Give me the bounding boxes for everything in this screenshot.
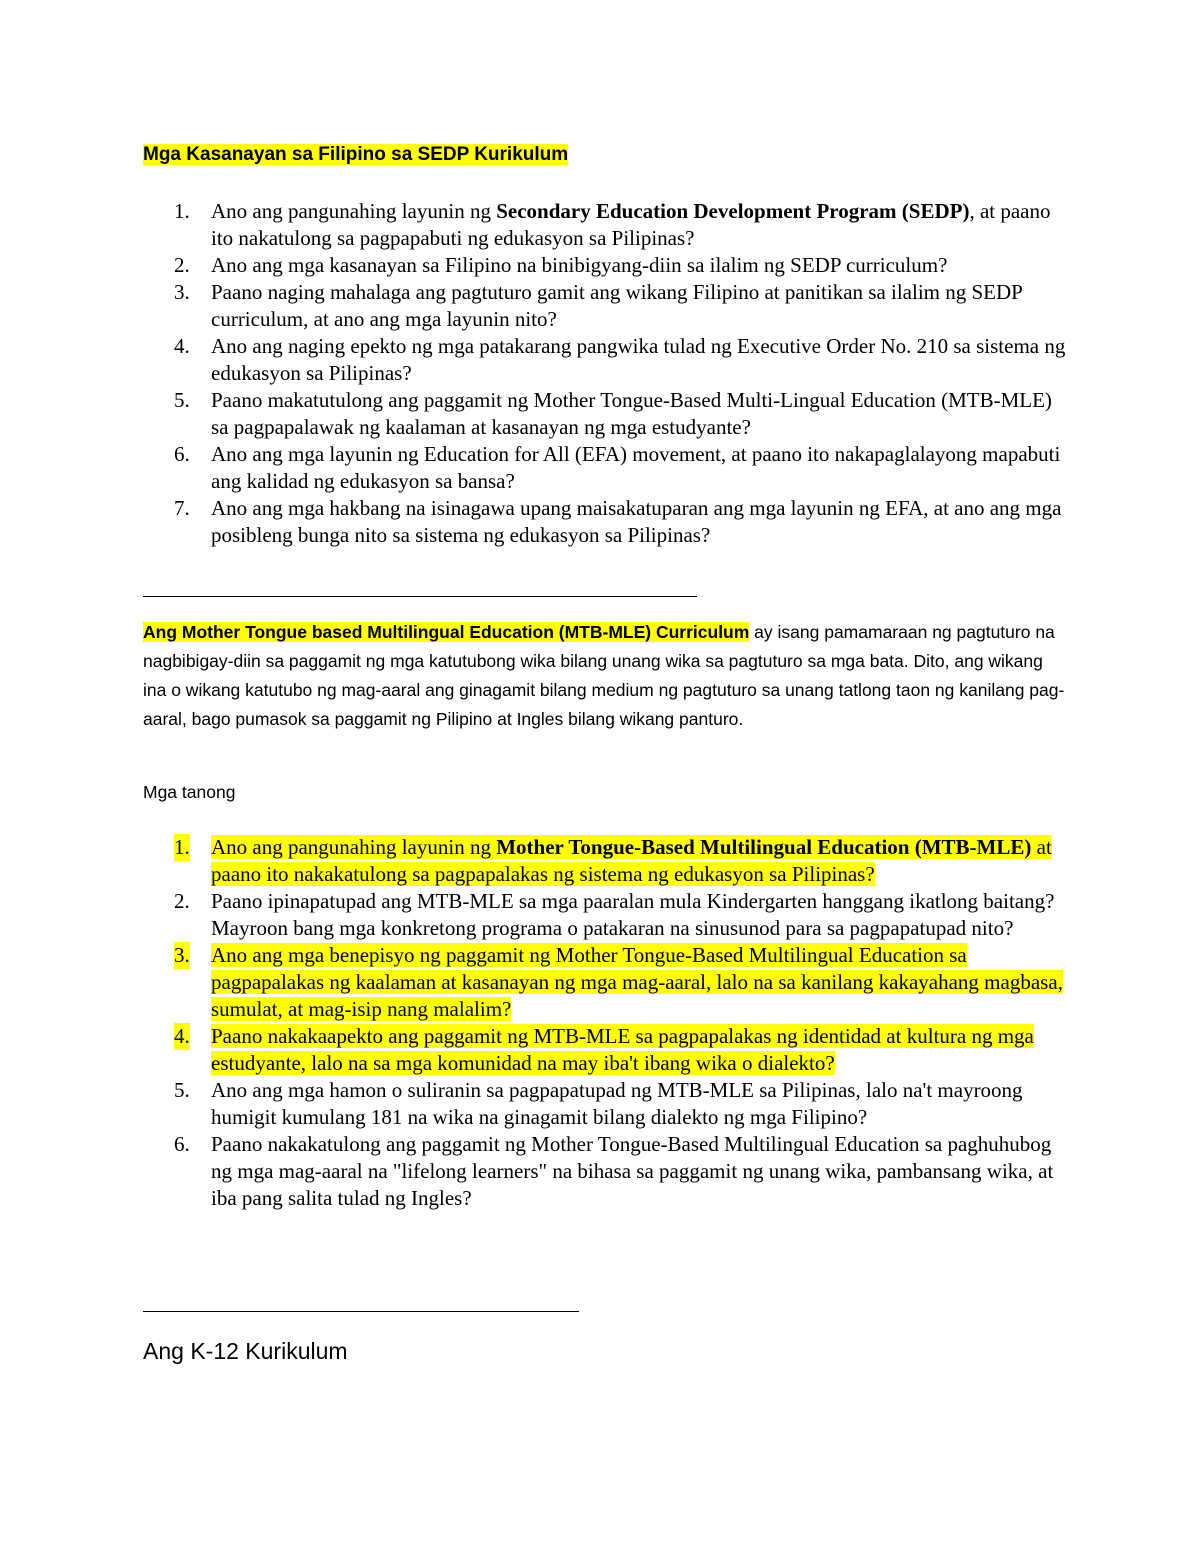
list-number: 4. bbox=[174, 1024, 190, 1048]
list-number: 6. bbox=[174, 1132, 190, 1156]
question-text: , at paano ito nakatulong sa pagpapabuti ng edukasyon sa Pilipinas? bbox=[211, 199, 1051, 250]
question-text: Ano ang mga layunin ng Education for All (EFA) movement, at paano ito nakapaglalayong mapabuti ang kalidad ng edukasyon sa bansa? bbox=[211, 442, 1061, 493]
questions-heading: Mga tanong bbox=[143, 782, 236, 802]
list-item bbox=[174, 1077, 1071, 1131]
list-item bbox=[174, 252, 1071, 279]
question-text: Ano ang naging epekto ng mga patakarang pangwika tulad ng Executive Order No. 210 sa sistema ng edukasyon sa Pilipinas? bbox=[211, 334, 1066, 385]
mtb-mle-lead: Ang Mother Tongue based Multilingual Education (MTB-MLE) Curriculum bbox=[143, 622, 750, 642]
section1-title bbox=[143, 142, 568, 168]
list-item bbox=[174, 834, 1071, 888]
question-text: Paano ipinapatupad ang MTB-MLE sa mga paaralan mula Kindergarten hanggang ikatlong baitang? Mayroon bang mga konkretong programa o patakaran na sinusunod para sa pagpapatupad nito? bbox=[211, 889, 1055, 940]
question-text: Ano ang mga hamon o suliranin sa pagpapatupad ng MTB-MLE sa Pilipinas, lalo na't mayroong humigit kumulang 181 na wika na ginagamit bilang dialekto ng mga Filipino? bbox=[211, 1078, 1023, 1129]
question-text: Ano ang mga hakbang na isinagawa upang maisakatuparan ang mga layunin ng EFA, at ano ang mga posibleng bunga nito sa sistema ng edukasyon sa Pilipinas? bbox=[211, 496, 1062, 547]
list-item bbox=[174, 198, 1071, 252]
list-item bbox=[174, 333, 1071, 387]
question-text: Paano nakakaapekto ang paggamit ng MTB-MLE sa pagpapalakas ng identidad at kultura ng mga estudyante, lalo na sa mga komunidad na may iba't ibang wika o dialekto? bbox=[211, 1024, 1034, 1075]
question-text: Paano naging mahalaga ang pagtuturo gamit ang wikang Filipino at panitikan sa ilalim ng SEDP curriculum, at ano ang mga layunin nito? bbox=[211, 280, 1023, 331]
mtb-mle-body: ay isang pamamaraan ng pagtuturo na nagbibigay-diin sa paggamit ng mga katutubong wika bilang unang wika sa pagtuturo sa mga bata. Dito, ang wikang ina o wikang katutubo ng mag-aaral ang ginagamit bilang medium ng pagtuturo sa unang tatlong taon ng kanilang pag-aaral, bago pumasok sa paggamit ng Pilipino at Ingles bilang wikang panturo. bbox=[143, 622, 1065, 729]
list-number: 5. bbox=[174, 1078, 190, 1102]
list-item bbox=[174, 1131, 1071, 1212]
section1-question-list bbox=[174, 198, 1071, 549]
question-text: Ano ang pangunahing layunin ng bbox=[211, 199, 497, 223]
list-item bbox=[174, 495, 1071, 549]
question-text: Paano nakakatulong ang paggamit ng Mother Tongue-Based Multilingual Education sa paghuhubog ng mga mag-aaral na "lifelong learners" na bihasa sa paggamit ng unang wika, pambansang wika, at iba pang salita tulad ng Ingles? bbox=[211, 1132, 1054, 1210]
list-number: 2. bbox=[174, 889, 190, 913]
list-number: 3. bbox=[174, 280, 190, 304]
list-number: 5. bbox=[174, 388, 190, 412]
list-item bbox=[174, 1023, 1071, 1077]
list-item bbox=[174, 888, 1071, 942]
question-text: Paano makatutulong ang paggamit ng Mother Tongue-Based Multi-Lingual Education (MTB-MLE) sa pagpapalawak ng kaalaman at kasanayan ng mga estudyante? bbox=[211, 388, 1052, 439]
list-number: 7. bbox=[174, 496, 190, 520]
list-number: 1. bbox=[174, 835, 190, 859]
list-number: 3. bbox=[174, 943, 190, 967]
list-item bbox=[174, 387, 1071, 441]
mtb-mle-paragraph bbox=[143, 618, 1068, 734]
section2-question-list bbox=[174, 834, 1071, 1212]
question-text: Ano ang mga kasanayan sa Filipino na binibigyang-diin sa ilalim ng SEDP curriculum? bbox=[211, 253, 948, 277]
list-number: 1. bbox=[174, 199, 190, 223]
list-item bbox=[174, 279, 1071, 333]
k12-heading: Ang K-12 Kurikulum bbox=[143, 1338, 348, 1364]
list-number: 4. bbox=[174, 334, 190, 358]
question-text: Ano ang mga benepisyo ng paggamit ng Mother Tongue-Based Multilingual Education sa pagpapalakas ng kaalaman at kasanayan ng mga mag-aaral, lalo na sa kanilang kakayahang magbasa, sumulat, at mag-isip nang malalim? bbox=[211, 943, 1063, 1021]
section-divider bbox=[143, 596, 697, 597]
question-text: at paano ito nakakatulong sa pagpapalakas ng sistema ng edukasyon sa Pilipinas? bbox=[211, 835, 1052, 886]
list-number: 6. bbox=[174, 442, 190, 466]
list-number: 2. bbox=[174, 253, 190, 277]
question-bold-text: Secondary Education Development Program (SEDP) bbox=[496, 199, 970, 223]
section-divider bbox=[143, 1311, 579, 1312]
list-item bbox=[174, 441, 1071, 495]
question-text: Ano ang pangunahing layunin ng bbox=[211, 835, 497, 859]
question-bold-text: Mother Tongue-Based Multilingual Education (MTB-MLE) bbox=[496, 835, 1032, 859]
section1-title-text: Mga Kasanayan sa Filipino sa SEDP Kurikulum bbox=[143, 144, 569, 165]
list-item bbox=[174, 942, 1071, 1023]
